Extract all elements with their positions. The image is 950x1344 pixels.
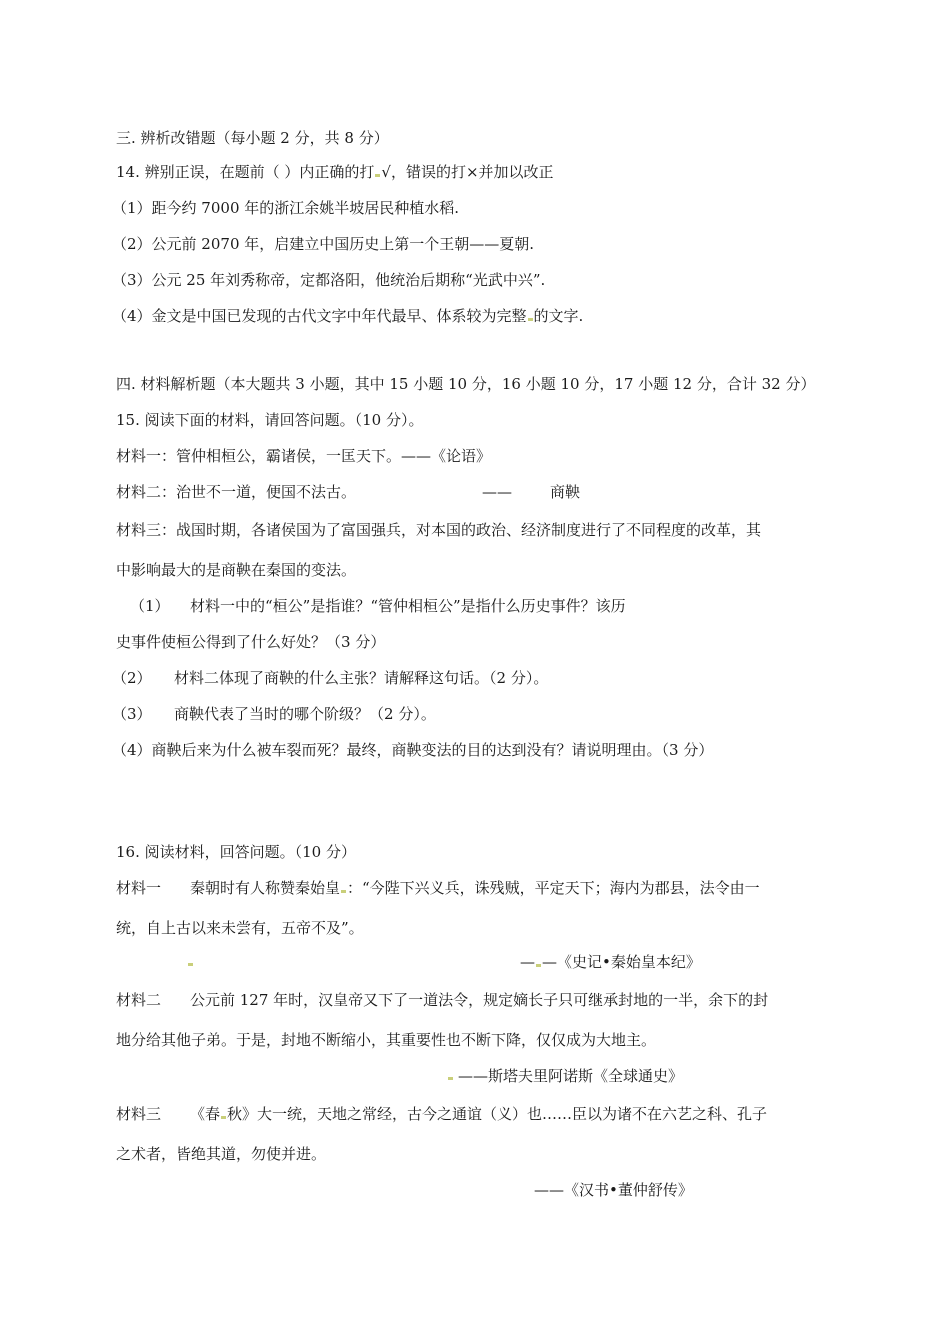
q15-material-2-text: 材料二：治世不一道，便国不法古。 — [116, 483, 357, 501]
q16-material-2-label: 材料二 — [116, 991, 162, 1009]
q15-material-2 — [116, 482, 356, 502]
q16-material-2-line-2: 地分给其他子弟。于是，封地不断缩小，其重要性也不断下降，仅仅成为大地主。 — [116, 1031, 657, 1049]
q16-material-1-source-b: —《史记•秦始皇本纪》 — [542, 953, 701, 971]
item-3: （3）公元 25 年刘秀称帝，定都洛阳，他统治后期称“光武中兴”. — [112, 271, 546, 289]
q16-material-1-line-2: 统，自上古以来未尝有，五帝不及”。 — [116, 919, 364, 937]
q15-title: 15. 阅读下面的材料，请回答问题。（10 分）。 — [116, 411, 424, 429]
q15-sub-3-text: 商鞅代表了当时的哪个阶级？（2 分）。 — [174, 705, 436, 723]
q15-material-1: 材料一：管仲相桓公，霸诸侯，一匡天下。——《论语》 — [116, 447, 492, 465]
q15-material-3-line-1: 材料三：战国时期，各诸侯国为了富国强兵，对本国的政治、经济制度进行了不同程度的改革，其 — [116, 521, 762, 539]
highlight-mark — [448, 1077, 453, 1080]
q16-material-3-source: ——《汉书•董仲舒传》 — [534, 1181, 693, 1199]
section-4-heading: 四. 材料解析题（本大题共 3 小题，其中 15 小题 10 分，16 小题 10 分，17 小题 12 分，合计 32 分） — [116, 375, 816, 393]
q16-material-1-source — [520, 952, 701, 972]
q16-material-3-label: 材料三 — [116, 1105, 162, 1123]
q15-sub-2-text: 材料二体现了商鞅的什么主张？请解释这句话。（2 分）。 — [174, 669, 549, 687]
q15-sub-2-number: （2） — [112, 669, 152, 687]
question-14-text-a: 14. 辨别正误，在题前（ ）内正确的打 — [116, 163, 375, 181]
q15-sub-1-number: （1） — [130, 597, 170, 615]
q16-material-2-line-1: 公元前 127 年时，汉皇帝又下了一道法令，规定嫡长子只可继承封地的一半，余下的封 — [190, 991, 769, 1009]
item-4-text-a: （4）金文是中国已发现的古代文字中年代最早、体系较为完整 — [112, 307, 527, 325]
q16-material-3-text-b: 秋》大一统，天地之常经，古今之通谊（义）也……臣以为诸不在六艺之科、孔子 — [227, 1105, 768, 1123]
q15-material-2-author: 商鞅 — [550, 483, 581, 501]
highlight-mark — [375, 174, 380, 177]
q15-sub-1-line-2: 史事件使桓公得到了什么好处？（3 分） — [116, 633, 386, 651]
q16-material-3-line-2: 之术者，皆绝其道，勿使并进。 — [116, 1145, 327, 1163]
q15-sub-1-line-1: 材料一中的“桓公”是指谁？“管仲相桓公”是指什么历史事件？该历 — [190, 597, 626, 615]
q16-material-1-label: 材料一 — [116, 879, 162, 897]
q15-sub-3-number: （3） — [112, 705, 152, 723]
q16-material-1-source-a: — — [520, 953, 535, 971]
question-14 — [116, 162, 554, 182]
q16-material-1-text-b: ：“今陛下兴义兵，诛残贼，平定天下；海内为郡县，法令由一 — [347, 879, 760, 897]
q16-material-1-text-a: 秦朝时有人称赞秦始皇 — [190, 879, 341, 897]
item-4-text-b: 的文字. — [533, 307, 584, 325]
q15-sub-4: （4）商鞅后来为什么被车裂而死？最终，商鞅变法的目的达到没有？请说明理由。（3 分） — [112, 741, 714, 759]
item-4 — [112, 306, 583, 326]
highlight-mark — [221, 1116, 226, 1119]
q15-material-2-dash: —— — [482, 483, 512, 501]
highlight-mark — [528, 318, 533, 321]
highlight-mark — [341, 890, 346, 893]
q16-material-3-text-a: 《春 — [190, 1105, 221, 1123]
highlight-mark — [188, 963, 193, 966]
item-2: （2）公元前 2070 年，启建立中国历史上第一个王朝——夏朝. — [112, 235, 535, 253]
q15-material-3-line-2: 中影响最大的是商鞅在秦国的变法。 — [116, 561, 357, 579]
q16-material-1-line-1 — [190, 878, 760, 898]
highlight-mark — [536, 964, 541, 967]
q16-title: 16. 阅读材料，回答问题。（10 分） — [116, 843, 356, 861]
question-14-text-b: √，错误的打×并加以改正 — [381, 163, 554, 181]
item-1: （1）距今约 7000 年的浙江余姚半坡居民种植水稻. — [112, 199, 460, 217]
section-3-heading: 三. 辨析改错题（每小题 2 分，共 8 分） — [116, 129, 389, 147]
q16-material-2-source: ——斯塔夫里阿诺斯《全球通史》 — [458, 1067, 684, 1085]
q16-material-3-line-1 — [190, 1104, 767, 1124]
